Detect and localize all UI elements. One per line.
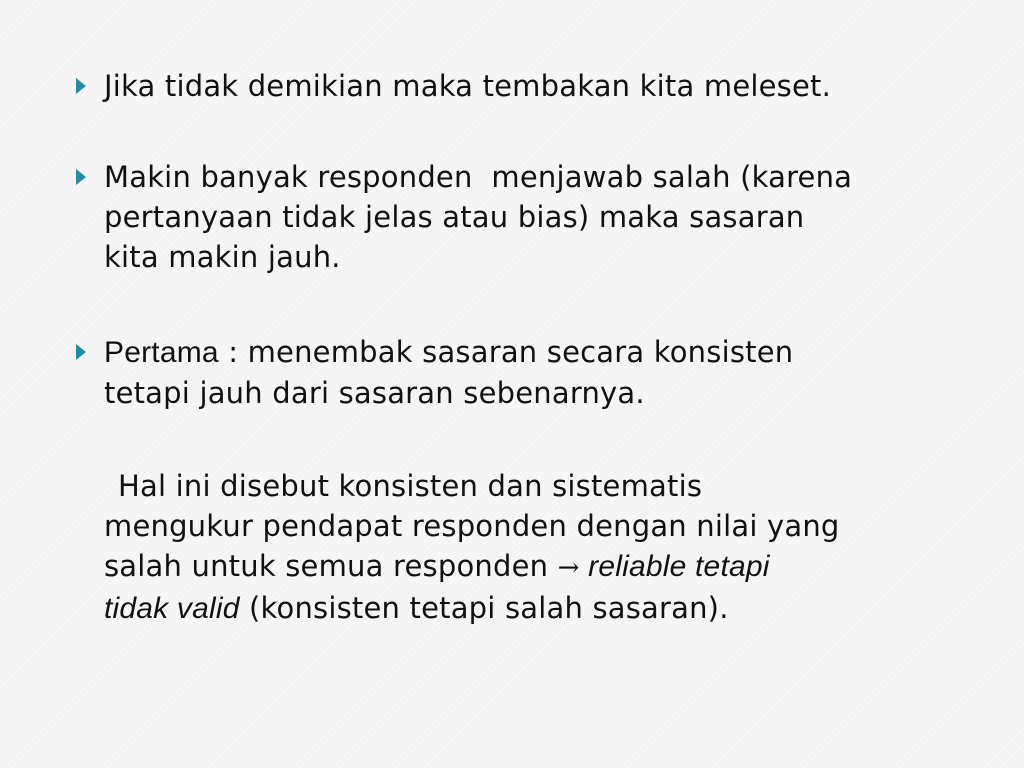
text-line: mengukur pendapat responden dengan nilai yang — [104, 509, 840, 543]
text-span: salah untuk semua responden — [104, 549, 558, 583]
text-line — [104, 466, 944, 506]
emphasis-term: Pertama — [104, 336, 219, 369]
triangle-right-icon — [76, 78, 86, 94]
right-arrow-icon: → — [557, 553, 580, 583]
bullet-text — [104, 157, 944, 277]
text-line — [104, 588, 944, 629]
text-line — [104, 332, 944, 373]
text-line — [104, 546, 944, 588]
text-line: pertanyaan tidak jelas atau bias) maka sasaran — [104, 200, 805, 234]
text-line: kita makin jauh. — [104, 240, 341, 274]
bullet-text — [104, 66, 944, 106]
italic-term: tidak valid — [104, 592, 240, 625]
text-span: : menembak sasaran secara konsisten — [218, 335, 794, 369]
triangle-right-icon — [76, 344, 86, 360]
bullet-text — [104, 332, 944, 413]
explanation-paragraph — [104, 466, 944, 629]
text-line: Jika tidak demikian maka tembakan kita meleset. — [104, 69, 832, 103]
text-span: (konsisten tetapi salah sasaran). — [239, 591, 729, 625]
text-line: tetapi jauh dari sasaran sebenarnya. — [104, 376, 645, 410]
triangle-right-icon — [76, 169, 86, 185]
text-span: Hal ini disebut konsisten dan sistematis — [118, 469, 703, 503]
italic-term: reliable tetapi — [579, 550, 770, 583]
text-line: Makin banyak responden menjawab salah (karena — [104, 160, 853, 194]
